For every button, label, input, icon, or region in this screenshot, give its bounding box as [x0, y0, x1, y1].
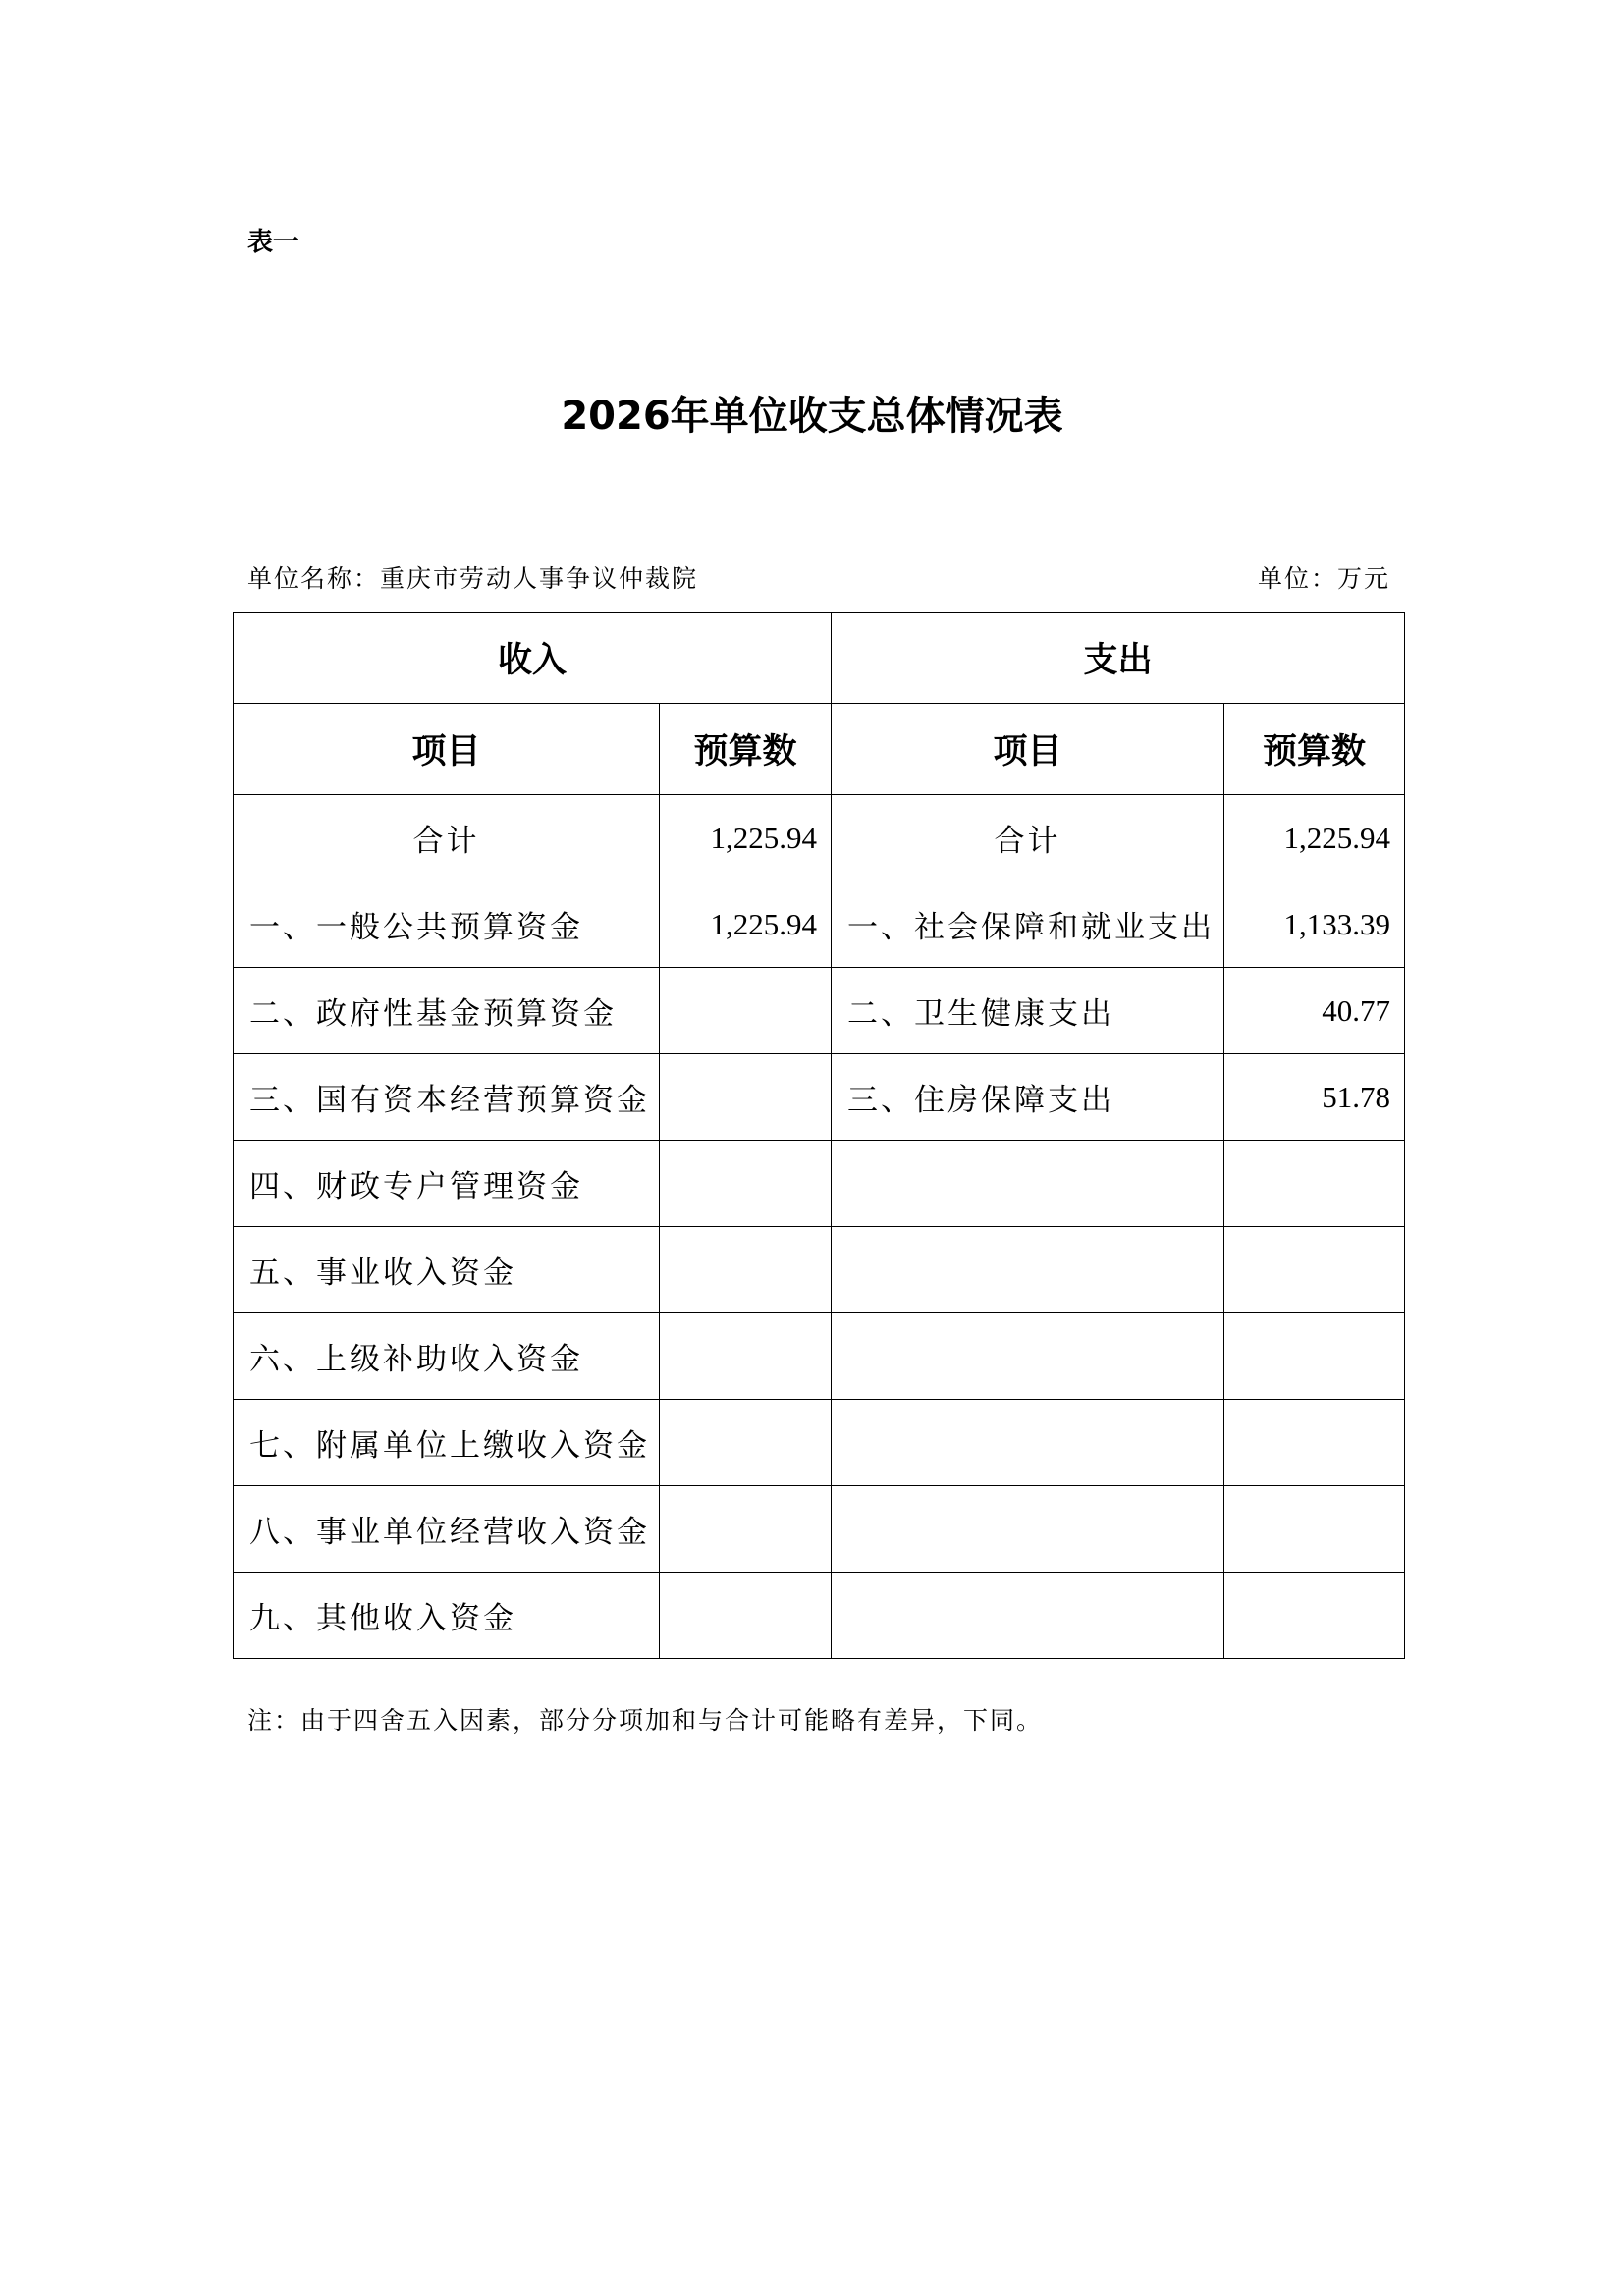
income-value-cell: 1,225.94: [660, 795, 832, 881]
table-row: [234, 1227, 1405, 1313]
table-row: [234, 968, 1405, 1054]
expense-header: 支出: [832, 613, 1405, 704]
income-item-cell: 八、事业单位经营收入资金: [234, 1486, 660, 1573]
budget-table: [233, 612, 1405, 1659]
income-item-column-header: 项目: [234, 704, 660, 795]
income-item-cell: 合计: [234, 795, 660, 881]
expense-value-cell: [1224, 1486, 1405, 1573]
table-row: [234, 1486, 1405, 1573]
expense-value-cell: 1,133.39: [1224, 881, 1405, 968]
expense-item-cell: 一、社会保障和就业支出: [832, 881, 1224, 968]
column-header-row: [234, 704, 1405, 795]
table-label: 表一: [247, 228, 299, 257]
expense-value-cell: 1,225.94: [1224, 795, 1405, 881]
income-value-cell: [660, 1573, 832, 1659]
table-row: [234, 1054, 1405, 1141]
expense-item-cell: 合计: [832, 795, 1224, 881]
footnote: 注：由于四舍五入因素，部分分项加和与合计可能略有差异，下同。: [247, 1706, 1044, 1735]
total-row: [234, 795, 1405, 881]
expense-value-cell: [1224, 1313, 1405, 1400]
income-item-cell: 七、附属单位上缴收入资金: [234, 1400, 660, 1486]
expense-item-cell: [832, 1486, 1224, 1573]
expense-item-cell: [832, 1227, 1224, 1313]
expense-value-cell: [1224, 1141, 1405, 1227]
income-header: 收入: [234, 613, 832, 704]
income-item-cell: 一、一般公共预算资金: [234, 881, 660, 968]
expense-item-cell: [832, 1141, 1224, 1227]
expense-value-cell: 51.78: [1224, 1054, 1405, 1141]
income-value-cell: [660, 1141, 832, 1227]
income-value-cell: [660, 1486, 832, 1573]
expense-item-cell: [832, 1313, 1224, 1400]
expense-value-cell: [1224, 1573, 1405, 1659]
expense-budget-column-header: 预算数: [1224, 704, 1405, 795]
unit-name: 单位名称：重庆市劳动人事争议仲裁院: [247, 564, 699, 593]
expense-item-cell: 二、卫生健康支出: [832, 968, 1224, 1054]
table-row: [234, 1573, 1405, 1659]
income-value-cell: [660, 1054, 832, 1141]
expense-value-cell: [1224, 1400, 1405, 1486]
income-item-cell: 九、其他收入资金: [234, 1573, 660, 1659]
expense-item-column-header: 项目: [832, 704, 1224, 795]
table-row: [234, 1141, 1405, 1227]
income-value-cell: [660, 968, 832, 1054]
expense-item-cell: [832, 1573, 1224, 1659]
income-value-cell: 1,225.94: [660, 881, 832, 968]
income-value-cell: [660, 1400, 832, 1486]
income-value-cell: [660, 1227, 832, 1313]
table-row: [234, 881, 1405, 968]
income-value-cell: [660, 1313, 832, 1400]
table-row: [234, 1400, 1405, 1486]
currency-unit: 单位：万元: [1257, 564, 1390, 593]
expense-value-cell: 40.77: [1224, 968, 1405, 1054]
income-item-cell: 六、上级补助收入资金: [234, 1313, 660, 1400]
expense-item-cell: [832, 1400, 1224, 1486]
table-row: [234, 1313, 1405, 1400]
income-item-cell: 五、事业收入资金: [234, 1227, 660, 1313]
income-item-cell: 四、财政专户管理资金: [234, 1141, 660, 1227]
expense-value-cell: [1224, 1227, 1405, 1313]
page-title: 2026年单位收支总体情况表: [561, 394, 1063, 439]
expense-item-cell: 三、住房保障支出: [832, 1054, 1224, 1141]
income-budget-column-header: 预算数: [660, 704, 832, 795]
section-header-row: [234, 613, 1405, 704]
income-item-cell: 二、政府性基金预算资金: [234, 968, 660, 1054]
income-item-cell: 三、国有资本经营预算资金: [234, 1054, 660, 1141]
